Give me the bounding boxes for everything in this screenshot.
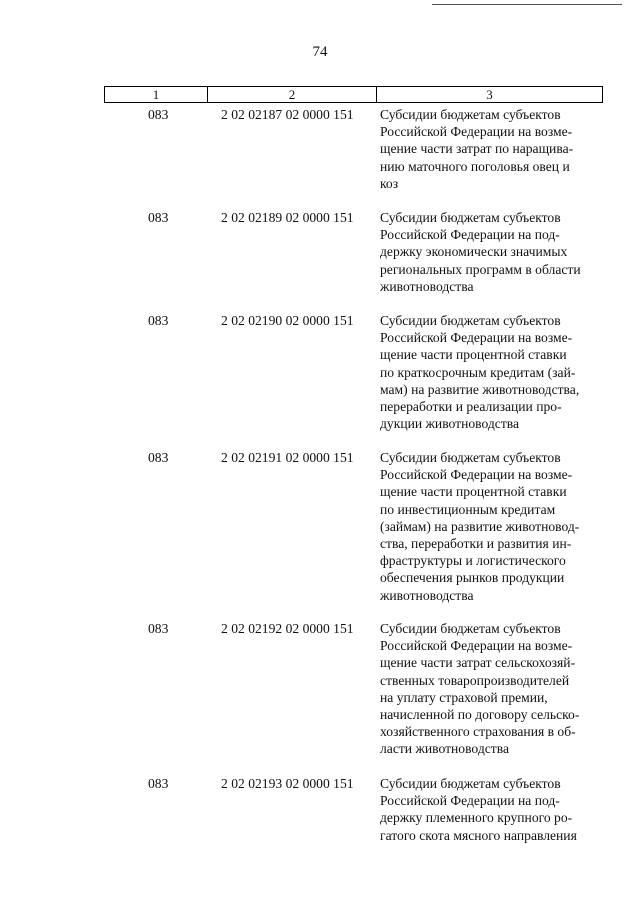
admin-code: 083: [148, 313, 169, 328]
description-line: Российской Федерации на возме-: [380, 467, 573, 483]
description-line: ласти животноводства: [380, 741, 509, 757]
description-line: мам) на развитие животноводства,: [380, 381, 580, 397]
description-line: (займам) на развитие животновод-: [380, 518, 580, 534]
description-line: региональных программ в области: [380, 261, 581, 277]
admin-code: 083: [148, 776, 169, 791]
page-number: 74: [312, 44, 328, 60]
income-description: [380, 620, 604, 758]
admin-code: 083: [148, 210, 169, 225]
kbk-code: 2 02 02193 02 0000 151: [221, 776, 354, 791]
description-line: нию маточного поголовья овец и: [380, 158, 570, 174]
description-line: Российской Федерации на под-: [380, 793, 560, 809]
description-line: на уплату страховой премии,: [380, 689, 548, 705]
description-line: переработки и реализации про-: [380, 399, 562, 415]
description-line: щение части затрат сельскохозяй-: [380, 655, 576, 671]
kbk-code: 2 02 02192 02 0000 151: [221, 621, 354, 636]
description-line: щение части процентной ставки: [380, 347, 567, 363]
description-line: Субсидии бюджетам субъектов: [380, 776, 561, 791]
description-line: обеспечения рынков продукции: [380, 570, 565, 586]
income-description: [380, 775, 604, 844]
description-line: Субсидии бюджетам субъектов: [380, 313, 561, 328]
income-description: [380, 106, 604, 192]
table-header: [104, 86, 603, 103]
kbk-code: 2 02 02190 02 0000 151: [221, 313, 354, 328]
kbk-code: 2 02 02191 02 0000 151: [221, 450, 354, 465]
description-line: ственных товаропроизводителей: [380, 672, 570, 688]
admin-code: 083: [148, 107, 169, 122]
description-line: по инвестиционным кредитам: [380, 501, 556, 517]
description-line: по краткосрочным кредитам (зай-: [380, 364, 576, 380]
description-line: щение части затрат по наращива-: [380, 141, 574, 157]
description-line: держку племенного крупного ро-: [380, 810, 573, 826]
description-line: коз: [380, 175, 399, 191]
income-description: [380, 209, 604, 295]
description-line: Субсидии бюджетам субъектов: [380, 621, 561, 636]
description-line: ства, переработки и развития ин-: [380, 536, 572, 552]
description-line: щение части процентной ставки: [380, 484, 567, 500]
description-line: держку экономически значимых: [380, 244, 568, 260]
description-line: дукции животноводства: [380, 416, 520, 432]
income-description: [380, 449, 604, 604]
header-col-3: 3: [486, 87, 493, 102]
description-line: Российской Федерации на возме-: [380, 330, 573, 346]
description-line: хозяйственного страхования в об-: [380, 724, 576, 740]
description-line: Субсидии бюджетам субъектов: [380, 450, 561, 465]
header-col-1: 1: [152, 87, 160, 102]
description-line: животноводства: [380, 587, 474, 603]
description-line: начисленной по договору сельско-: [380, 707, 580, 723]
description-line: Российской Федерации на под-: [380, 227, 560, 243]
description-line: фраструктуры и логистического: [380, 553, 566, 569]
kbk-code: 2 02 02187 02 0000 151: [221, 107, 354, 122]
scan-top-rule: [432, 4, 622, 5]
admin-code: 083: [148, 621, 169, 636]
description-line: гатого скота мясного направления: [380, 827, 577, 843]
description-line: Российской Федерации на возме-: [380, 124, 573, 140]
description-line: Субсидии бюджетам субъектов: [380, 107, 561, 122]
income-description: [380, 312, 604, 432]
description-line: Российской Федерации на возме-: [380, 638, 573, 654]
description-line: животноводства: [380, 278, 474, 294]
admin-code: 083: [148, 450, 169, 465]
header-col-2: 2: [288, 87, 296, 102]
description-line: Субсидии бюджетам субъектов: [380, 210, 561, 225]
kbk-code: 2 02 02189 02 0000 151: [221, 210, 354, 225]
